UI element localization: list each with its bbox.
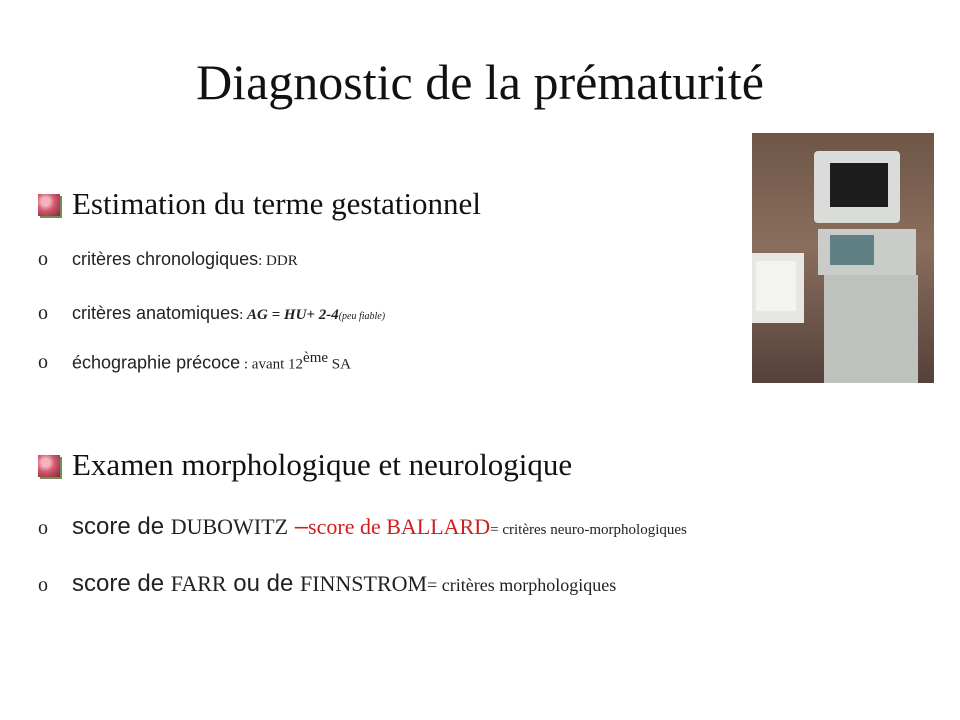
section-heading-text: Estimation du terme gestationnel <box>72 186 481 221</box>
list-item: o score de DUBOWITZ –score de BALLARD= critères neuro-morphologiques <box>38 513 687 540</box>
flower-bullet-icon <box>38 194 60 216</box>
section-heading-examen <box>38 447 572 483</box>
section-heading-estimation <box>38 186 481 222</box>
list-item: o échographie précoce : avant 12ème SA <box>38 350 351 374</box>
section-heading-text: Examen morphologique et neurologique <box>72 447 573 482</box>
ultrasound-machine-photo <box>752 133 934 383</box>
flower-bullet-icon <box>38 455 60 477</box>
slide-title: Diagnostic de la prématurité <box>196 54 764 110</box>
list-item: o critères chronologiques: DDR <box>38 248 298 270</box>
list-item: o score de FARR ou de FINNSTROM= critères morphologiques <box>38 570 617 597</box>
list-item: o critères anatomiques: AG = HU+ 2-4(peu fiable) <box>38 302 386 324</box>
